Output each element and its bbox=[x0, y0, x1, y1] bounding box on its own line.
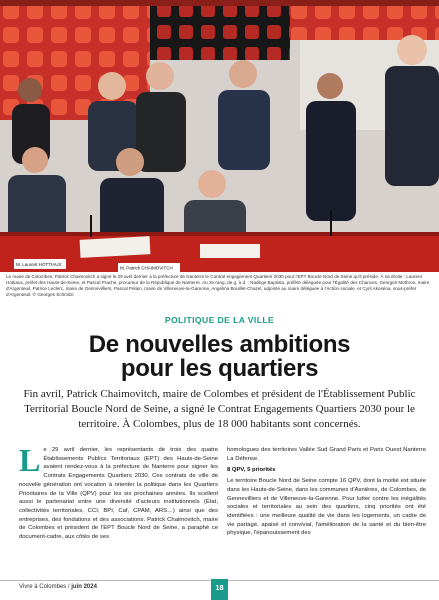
photo-caption: Le maire de Colombes, Patrick Chaimovitch a signé le 29 avril dernier à la préfecture de Nanterre le Contrat engagement Quartiers 2030 pour l'EPT Boucle Nord de Seine qu'il préside. À sa droite : Laurent Hottiaux, préfet des Hauts-de-Seine, et Pascal Prache, procureur de la République de Nanterre. Au 2e rang, de g. à d. : Nadège Baptista, préfète déléguée pour l'Égalité des Chances, Georges Mothron, maire d'Argenteuil, Patrice Leclerc, maire de Gennevilliers, Pascal Pelain, maire de Villeneuve-la-Garenne, Angélina Bouillet-Chazel, adjointe au maire déléguée à l'Action sociale, et Cyril Akoséna, sous-préfet d'Argenteuil. © Georges Schmitzi bbox=[0, 272, 439, 309]
title-line-1: De nouvelles ambitions bbox=[88, 331, 351, 358]
article-lead: Fin avril, Patrick Chaimovitch, maire de Colombes et président de l'Établissement Public Territorial Boucle Nord de Seine, a signé le Contrat Engagements Quartiers 2030 pour le territoire. À Colombes, plus de 18 000 habitants sont concernés. bbox=[23, 388, 416, 430]
magazine-name: Vivre à Colombes bbox=[19, 584, 67, 590]
body-column-left bbox=[19, 446, 218, 576]
article-title bbox=[0, 333, 439, 381]
signing-ceremony-photo bbox=[0, 0, 439, 272]
footer-separator: / bbox=[66, 584, 72, 590]
subheading: 8 QPV, 5 priorités bbox=[227, 467, 276, 474]
nameplate-hottiaux: M. Laurent HOTTIAUX bbox=[16, 262, 62, 267]
body-text-right-1: homologues des territoires Vallée Sud Grand Paris et Paris Ouest Nanterre La Défense. bbox=[227, 447, 426, 462]
issue-date: juin 2024 bbox=[71, 584, 97, 590]
title-line-2: pour les quartiers bbox=[120, 355, 319, 382]
body-text-left: e 29 avril dernier, les représentants de trois des quatre Établissements Publics Territoriaux (EPT) des Hauts-de-Seine avaient rendez-vous à la préfecture de Nanterre pour signer les Contrats Engagements Quartiers 2030. Ces contrats de ville de nouvelle génération ont vocation à orienter la politique dans les Quartiers Prioritaires de la Ville (QPV) pour les six prochaines années. Ils scellent aussi le partenariat entre une diversité d'acteurs institutionnels (État, collectivités territoriales, CCI, BPI, Caf, CPAM, ARS…) ainsi que des entreprises, des fondations et des associations. Patrick Chaimovitch, maire de Colombes et président de l'EPT Boucle Nord de Seine, a paraphé ce document-cadre, aux côtés de ses bbox=[19, 447, 218, 541]
footer-publication bbox=[19, 584, 97, 590]
body-column-right bbox=[227, 446, 426, 576]
page-number: 18 bbox=[211, 579, 228, 600]
drop-cap: L bbox=[19, 446, 41, 478]
section-kicker: POLITIQUE DE LA VILLE bbox=[164, 315, 275, 325]
body-text-right-2: Le territoire Boucle Nord de Seine compte 16 QPV, dont la moitié est située dans les Hauts-de-Seine, dans les communes d'Asnières, de Colombes, de Gennevilliers et de Villeneuve-la-Garenne. Pour lutter contre les inégalités sociales et territoriales au sein des quartiers, cinq priorités ont été identifiées : une meilleure qualité de vie dans les logements, un cadre de vie partagé, apaisé et convivial, l'amélioration de la santé et du bien-être physique, l'épanouissement des bbox=[227, 478, 426, 537]
nameplate-chaimovitch: M. Patrick CHAIMOVITCH bbox=[120, 265, 173, 271]
article-photo bbox=[0, 0, 439, 272]
